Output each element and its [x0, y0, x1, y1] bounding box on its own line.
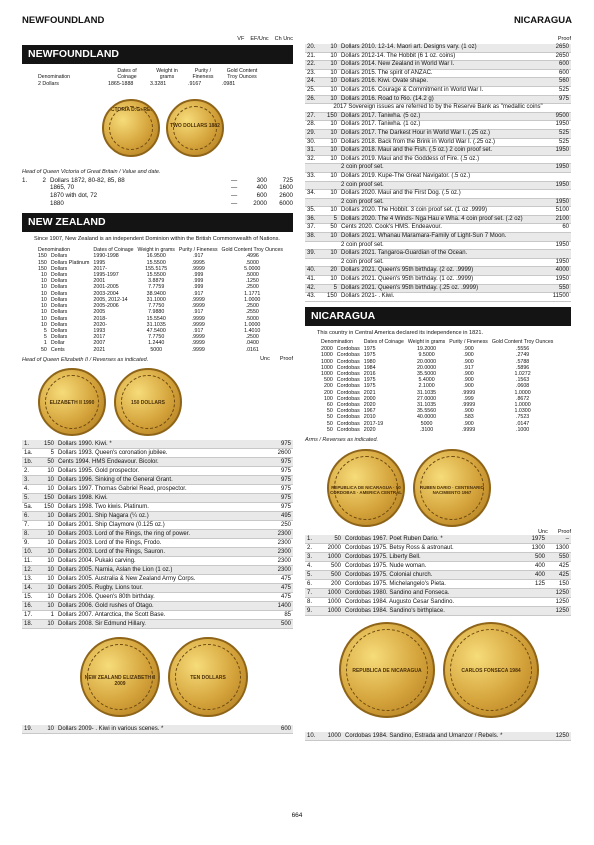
list-item: 1880 — 2000 6000 [50, 199, 293, 207]
nicaragua-1984-reverse-coin: CARLOS FONSECA 1984 [443, 622, 539, 718]
table-row: 50 Cordobas 1967 35.5560 .900 1.0300 [326, 408, 531, 415]
table-row: 2 coin proof set. 1950 [305, 241, 571, 250]
table-row: 36. 5 Dollars 2020. The 4 Winds- Nga Hau e Wha. 4 coin proof set. (.2 oz) 2100 [305, 215, 571, 224]
nicaragua-intro: This country in Central America declared its independence in 1821. [317, 329, 484, 336]
table-row: 10 Dollars 2005-2006 7.7750 .9999 .2500 [40, 303, 259, 310]
table-row: 32. 10 Dollars 2019. Maui and the Goddess of Fire. (.5 oz.) [305, 155, 571, 164]
table-row: 10 Dollars 1995-1997 15.5500 .999 .5000 [40, 272, 259, 279]
table-row: 1000 Cordobas 1984 20.0000 .917 .5896 [321, 364, 530, 371]
table-row: 1000 Cordobas 1975 9.5000 .900 .2749 [321, 352, 530, 359]
table-row: 50 Cents 2021 5000 .9999 .0161 [40, 346, 259, 353]
table-row: 150 Dollars 1990-1998 16.9500 .917 .4996 [38, 253, 259, 260]
nicaragua-coin-photos-1 [305, 447, 571, 529]
table-row: 10 Dollars 2005 7.9880 .917 .2550 [40, 309, 259, 316]
table-row: 50 Cordobas 2010 40.0000 .583 .7523 [326, 414, 530, 421]
table-row: 1b. 50 Cents 1994. HMS Endeavour. Bicolor. 975 [24, 458, 291, 465]
table-row: 8. 10 Dollars 2003. Lord of the Rings, the ring of power. 2300 [24, 530, 291, 537]
unc-proof-headers: Unc Proof [260, 355, 293, 362]
nicaragua-arms-coin: REPUBLICA DE NICARAGUA · 50 CORDOBAS · AMERICA CENTRAL [327, 449, 405, 527]
table-row: 2 coin proof set. 1950 [305, 198, 571, 207]
table-row: 5. 150 Dollars 1998. Kiwi. 975 [24, 494, 291, 501]
table-row: 41. 10 Dollars 2021. Queen's 95th birthday. (1 oz. .9999) 1950 [305, 276, 571, 285]
table-row: 14. 10 Dollars 2005. Rugby, Lions tour. 475 [24, 584, 291, 591]
table-row: 31. 10 Dollars 2018. Maui and the Fish. (.5 oz.) 2 coin proof set. 1950 [305, 147, 571, 156]
kiwi-coin: 150 DOLLARS [114, 368, 182, 436]
table-row: 4. 500 Cordobas 1975. Nude woman. 400 425 [307, 562, 569, 569]
new-zealand-coin-photos-2 [22, 633, 293, 725]
table-row: 2 coin proof set. 1950 [305, 181, 571, 190]
table-row: 7. 10 Dollars 2001. Ship Claymore (0.125 oz.) 250 [24, 521, 291, 528]
table-row: 500 Cordobas 1975 5.4000 .900 .1563 [323, 377, 530, 384]
table-row: 3. 10 Dollars 1996. Sinking of the General Grant. 975 [24, 476, 291, 483]
newfoundland-caption: Head of Queen Victoria of Great Britain / Value and date. [22, 168, 161, 175]
table-row: 1000 Cordobas 1980 20.0000 .900 .5788 [321, 358, 530, 365]
table-row: 22. 10 Dollars 2014. New Zealand in World War I. 600 [305, 61, 571, 70]
table-row: 2 Dollars 1865-1888 3.3281 .9167 .0981 [38, 80, 236, 87]
table-row: 12. 10 Dollars 2005. Narnia, Aslan the Lion (1 oz.) 2300 [24, 566, 291, 573]
new-zealand-listing [22, 440, 293, 629]
newfoundland-listing [22, 177, 293, 207]
table-row: 34. 10 Dollars 2020. Maui and the First Dog. (.5 oz.) [305, 190, 571, 199]
table-row: 1a. 5 Dollars 1993. Queen's coronation jubilee. 2600 [24, 449, 291, 456]
table-row: 50 Cordobas 2017-19 5000 .900 .0147 [326, 420, 530, 427]
table-row: 43. 150 Dollars 2021- . Kiwi. 11500 [305, 293, 571, 302]
table-row: 5. 500 Cordobas 1975. Colonial church. 400 425 [307, 571, 569, 578]
newfoundland-coin-photos [22, 91, 293, 169]
new-zealand-last-row [22, 725, 293, 734]
table-row: 4. 10 Dollars 1997. Thomas Gabriel Read, prospector. 975 [24, 485, 291, 492]
table-row: 18. 10 Dollars 2008. Sir Edmund Hillary. 500 [24, 620, 291, 627]
running-header-right: NICARAGUA [513, 15, 572, 26]
nicaragua-1984-obverse-coin: REPUBLICA DE NICARAGUA [339, 622, 435, 718]
table-row: 38. 10 Dollars 2021. Whanau Maramara-Family of Light-Sun 7 Moon. [305, 233, 571, 242]
table-row: 2000 Cordobas 1975 19.2000 .900 .5556 [321, 346, 530, 353]
table-row: 19. 10 Dollars 2009- . Kiwi in various scenes. * 600 [24, 725, 291, 732]
new-zealand-intro: Since 1907, New Zealand is an independent Dominion within the British Commonwealth of Nations. [34, 236, 280, 243]
table-row: 2 coin proof set. 1950 [305, 164, 571, 173]
table-row: 1 Dollar 2007 1.2440 .9999 .0400 [43, 340, 259, 347]
table-row: 6. 10 Dollars 2001. Ship Nagara (¼ oz.) 495 [24, 512, 291, 519]
nicaragua-listing [305, 535, 571, 616]
table-row: 2 coin proof set. 1950 [305, 258, 571, 267]
table-row: 26. 10 Dollars 2016. Road to Rio. (14.2 g) 975 [305, 95, 571, 104]
queen-2009-coin: NEW ZEALAND ELIZABETH II 2009 [80, 637, 160, 717]
table-row: 27. 150 Dollars 2017. Taniwha. (5 oz.) 9500 [305, 112, 571, 121]
table-row: 10 Dollars 2005, 2012-14 31.1000 .9999 1.0000 [40, 296, 261, 303]
table-row: 9. 10 Dollars 2003. Lord of the Rings, Frodo. 2300 [24, 539, 291, 546]
table-row: 1000 Cordobas 2016 35.5000 .900 1.0272 [321, 370, 531, 377]
table-row: 33. 10 Dollars 2019. Kupe-The Great Navigator. (.5 oz.) [305, 172, 571, 181]
left-column [22, 36, 293, 734]
table-row: 200 Cordobas 2021 31.1035 .9999 1.0000 [323, 389, 531, 396]
table-row: 8. 1000 Cordobas 1984. Augusto Cesar Sandino. 1250 [307, 598, 569, 605]
table-row: 10 Dollars 2003-2004 38.9400 .917 1.1771 [40, 290, 261, 297]
table-row: 37. 50 Cents 2020. Cook's HMS. Endeavour. 60 [305, 224, 571, 233]
list-item: 1870 with dot, 72 — 600 2600 [50, 191, 293, 199]
nicaragua-caption: Arms / Reverses as indicated. [305, 436, 379, 443]
newfoundland-reverse-coin: TWO DOLLARS 1882 [166, 99, 224, 157]
nicaragua-specs-table: Denomination Dates of Coinage Weight in grams Purity / Fineness Gold Content Troy Ounces 2000 Cordobas 1975 19.2000 .900 .5556 1000 Cordobas 1975 9.5000 .900 .2749 1000 Cordobas 1980 20.0000 .900 .5788 1000 Cordobas 1984 20.0000 .917 .5896 1000 Cordobas 2016 35.5000 .900 1.0272 500 Cordobas 1975 5.4000 .900 .1563 200 Cordobas 1975 2.1000 .900 .0608 200 Cordobas 2021 31.1035 .9999 1.0000 100 Cordobas 2000 27.0000 .999 .8672 60 Cordobas 2020 31.1035 .9999 1.0000 50 Cordobas 1967 35.5560 .900 1.0300 50 Cordobas 2010 40.0000 .583 .7523 50 Cordobas 2017-19 5000 .900 .0147 50 Cordobas 2020 .3100 .9999 .1000 [321, 339, 554, 433]
table-row: 16. 10 Dollars 2006. Gold rushes of Otago. 1400 [24, 602, 291, 609]
new-zealand-caption: Head of Queen Elizabeth II / Reverses as indicated. [22, 356, 149, 363]
right-column [305, 36, 571, 741]
table-row: 3. 1000 Cordobas 1975. Liberty Bell. 500 550 [307, 553, 569, 560]
section-banner-nicaragua: NICARAGUA [305, 307, 571, 326]
table-row: 5a. 150 Dollars 1998. Two kiwis. Platinum. 975 [24, 503, 291, 510]
table-row: 6. 200 Cordobas 1975. Michelangelo's Pieta. 125 150 [307, 580, 569, 587]
page-number: 664 [291, 812, 303, 819]
table-row: 10 Dollars 2001-2005 7.7759 .999 .2500 [40, 284, 259, 291]
table-row: 21. 10 Dollars 2012-14. The Hobbit (6 1 oz. coins) 2650 [305, 52, 571, 61]
table-row: 2. 10 Dollars 1995. Gold prospector. 975 [24, 467, 291, 474]
table-row: 60 Cordobas 2020 31.1035 .9999 1.0000 [326, 401, 531, 408]
section-banner-new-zealand: NEW ZEALAND [22, 213, 293, 232]
table-row: 200 Cordobas 1975 2.1000 .900 .0608 [323, 383, 530, 390]
table-row: 42. 5 Dollars 2021. Queen's 95th birthday. (.25 oz. .9999) 550 [305, 284, 571, 293]
running-header-left: NEWFOUNDLAND [22, 15, 105, 26]
table-row: 24. 10 Dollars 2016. Kiwi. Ovate shape. 560 [305, 78, 571, 87]
table-row: 13. 10 Dollars 2005. Australia & New Zealand Army Corps. 475 [24, 575, 291, 582]
queen-elizabeth-coin: ELIZABETH II 1990 [38, 368, 106, 436]
table-row: 28. 10 Dollars 2017. Taniwha. (1 oz.) 1950 [305, 121, 571, 130]
table-row: 100 Cordobas 2000 27.0000 .999 .8672 [323, 395, 530, 402]
nicaragua-coin-photos-2 [305, 620, 571, 732]
table-row: 25. 10 Dollars 2016. Courage & Commitment in World War I. 525 [305, 86, 571, 95]
table-row: 15. 10 Dollars 2006. Queen's 80th birthday. 475 [24, 593, 291, 600]
table-row: 50 Cordobas 2020 .3100 .9999 .1000 [326, 426, 530, 433]
table-row: 1. 50 Cordobas 1967. Poet Ruben Dario. * 1975 – [307, 535, 569, 542]
list-item: 1865, 70 — 400 1600 [50, 184, 293, 192]
table-row: 10 Dollars 2001 3.8879 .999 .1250 [40, 278, 259, 285]
table-row: 11. 10 Dollars 2004. Pukaki carving. 2300 [24, 557, 291, 564]
new-zealand-specs-table: Denomination Dates of Coinage Weight in grams Purity / Fineness Gold Content Troy Ounces 150 Dollars 1990-1998 16.9500 .917 .4996 150 Dollars Platinum 1995 15.5500 .9995 .5000 150 Dollars 2017- 155.5175 .9999 5.0000 10 Dollars 1995-1997 15.5500 .999 .5000 10 Dollars 2001 3.8879 .999 .1250 10 Dollars 2001-2005 7.7759 .999 .2500 10 Dollars 2003-2004 38.9400 .917 1.1771 10 Dollars 2005, 2012-14 31.1000 .9999 1.0000 10 Dollars 2005-2006 7.7750 .9999 .2500 10 Dollars 2005 7.9880 .917 .2550 10 Dollars 2018- 15.5540 .9999 .5000 10 Dollars 2020- 31.1035 .9999 1.0000 5 Dollars 1993 47.5400 .917 1.4010 5 Dollars 2017 7.7750 .9999 .2500 1 Dollar 2007 1.2440 .9999 .0400 50 Cents 2021 5000 .9999 .0161 [38, 246, 283, 353]
nicaragua-unc-proof-headers: Unc Proof [538, 528, 571, 535]
table-row: 10. 10 Dollars 2003. Lord of the Rings, Sauron. 2300 [24, 548, 291, 555]
proof-header: Proof [557, 36, 571, 42]
table-row: 150 Dollars Platinum 1995 15.5500 .9995 .5000 [38, 259, 259, 266]
table-row: 7. 1000 Cordobas 1980. Sandino and Fonseca. 1250 [307, 589, 569, 596]
table-row: 10 Dollars 2020- 31.1035 .9999 1.0000 [40, 321, 261, 328]
grade-headers: VF EF/Unc Ch Unc [237, 36, 293, 42]
table-row: 1. 150 Dollars 1990. Kiwi. * 975 [24, 440, 291, 447]
table-row: 150 Dollars 2017- 155.5175 .9999 5.0000 [38, 265, 261, 272]
table-row: 35. 10 Dollars 2020. The Hobbit. 3 coin proof set. (1 oz .9999) 5100 [305, 207, 571, 216]
table-row: 2017 Sovereign issues are referred to by the Reserve Bank as "medallic coins" [305, 104, 571, 113]
table-row: 9. 1000 Cordobas 1984. Sandino's birthplace. 1250 [307, 607, 569, 614]
new-zealand-continued-listing [305, 44, 571, 302]
table-row: 17. 1 Dollars 2007. Antarctica, the Scott Base. 85 [24, 611, 291, 618]
table-row: 39. 10 Dollars 2021. Tangaroa-Guardian of the Ocean. [305, 250, 571, 259]
table-row: 40. 20 Dollars 2021. Queen's 95th birthday. (2 oz. .9999) 4000 [305, 267, 571, 276]
nicaragua-last-row [305, 732, 571, 741]
section-banner-newfoundland: NEWFOUNDLAND [22, 45, 293, 64]
newfoundland-specs-table: Denomination Dates of Coinage Weight in grams Purity / Fineness Gold Content Troy Ounces 2 Dollars 1865-1888 3.3281 .9167 .0981 [36, 69, 264, 87]
list-item: 1. 2 Dollars 1872, 80-82, 85, 88 — 300 725 [22, 176, 293, 184]
table-row: 5 Dollars 1993 47.5400 .917 1.4010 [43, 327, 261, 334]
table-row: 23. 10 Dollars 2015. The spirit of ANZAC. 600 [305, 69, 571, 78]
table-row: 5 Dollars 2017 7.7750 .9999 .2500 [43, 334, 259, 341]
table-row: 29. 10 Dollars 2017. The Darkest Hour in World War I. (.25 oz.) 525 [305, 129, 571, 138]
newfoundland-obverse-coin: VICTORIA D:G: REG: [102, 99, 160, 157]
kiwi-2009-coin: TEN DOLLARS [168, 637, 248, 717]
table-row: 20. 10 Dollars 2010. 12-14. Maori art. Designs vary. (1 oz) 2650 [305, 44, 571, 52]
table-row: 2. 2000 Cordobas 1975. Betsy Ross & astronaut. 1300 1300 [307, 544, 569, 551]
new-zealand-coin-photos-1 [22, 364, 293, 440]
ruben-dario-coin: RUBEN DARIO · CENTENARIO NACIMIENTO 1967 [413, 449, 491, 527]
table-row: 30. 10 Dollars 2018. Back from the Brink in World War I. (.25 oz.) 525 [305, 138, 571, 147]
table-row: 10 Dollars 2018- 15.5540 .9999 .5000 [40, 315, 259, 322]
table-row: 10. 1000 Cordobas 1984. Sandino, Estrada and Umanzor / Rebels. * 1250 [307, 732, 569, 739]
